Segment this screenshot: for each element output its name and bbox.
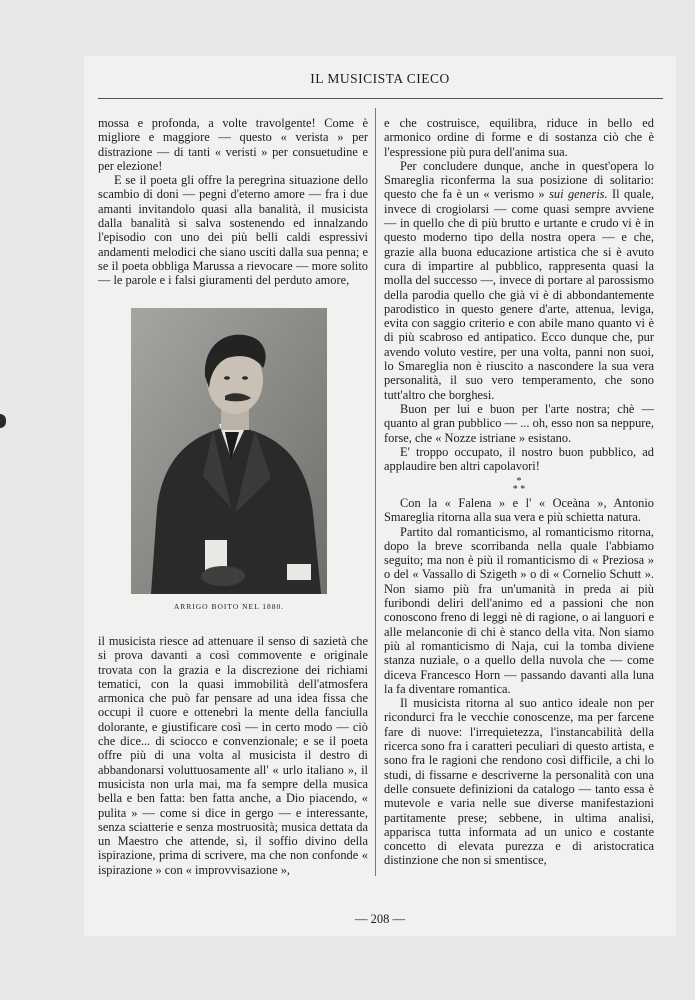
separator-bottom: * * (512, 484, 526, 495)
page-number: — 208 — (355, 912, 405, 926)
left-column-bottom (98, 634, 368, 877)
portrait-illustration (131, 308, 327, 594)
paragraph: Il musicista ritorna al suo antico ideale non per ricondurci fra le vecchie conoscenze, ma per farcene fare di nuove: l'irrequietezza, l'instancabilità della ricerca sono fra i caratteri peculiari di questo artista, e sono fra le ragioni che rendono così difficile, a chi lo studi, di fissarne e descriverne la personalità con una delle consuete definizioni da catalogo — tanto essa è mutevole e varia nelle sue diverse manifestazioni partitamente prese; sebbene, in ultima analisi, apparisca tutta informata ad un unico e costante concetto di elevata purezza e di aristocratica distinzione che non si smentisce, (384, 696, 654, 868)
paragraph: Partito dal romanticismo, al romanticismo ritorna, dopo la breve scorribanda nella quale l'abbiamo seguito; ma non è più il romanticismo di « Preziosa » o del « Vassallo di Szigeth » o di « Cornelio Schutt ». Non siamo più fra un'umanità in preda ai più furibondi deliri dell'animo ed a passioni che non conoscono freno di leggi nè di ragione, o ai languori e alle melanconie di chi è stanco della vita. Non siamo più al romanticismo di Naja, cui la tomba diviene stanza nuziale, o a quello della nuvola che — come diceva Francesco Horn — passando davanti alla luna la fa diventare romantica. (384, 524, 654, 696)
separator-top: * (516, 476, 522, 487)
paragraph-text: Il quale, invece di crogiolarsi — come quasi sempre avviene — in quello che di più brutto e urtante e crudo vi è in questo moderno tipo della nostra opera — e che, grazie alla buona educazione artistica che si è avuto cura di impartire al pubblico, rappresenta quasi la molla del successo —, invece di portare al parossismo della parodia quello che già vi è di abbondantemente parodistico in questo genere d'arte, attenua, leviga, evita con saggio criterio e con abile mano quanto vi è di più scabroso ed antipatico. Ecco dunque che, pur avendo voluto vestire, per una volta, panni non suoi, lo Smareglia non è riuscito a nascondere la sua vera personalità, il suo vero temperamento, che sono tutt'altro che borghesi. (384, 187, 654, 402)
left-column-top (98, 116, 368, 288)
paragraph: Buon per lui e buon per l'arte nostra; chè — quanto al gran pubblico — ... oh, esso non sa neppure, forse, che « Nozze istriane » esistano. (384, 401, 654, 445)
paragraph: Con la « Falena » e l' « Oceàna », Antonio Smareglia ritorna alla sua vera e più schietta natura. (384, 496, 654, 525)
column-divider (375, 108, 376, 876)
paragraph-text: Per concludere dunque, anche in quest'opera lo Smareglia riconferma la sua posizione di solitario: questo che fa è un « verismo » (384, 158, 654, 202)
paragraph: E se il poeta gli offre la peregrina situazione dello scambio di doni — pegni d'eterno amore — fra i due amanti invitandolo quasi alla banalità, il musicista dalla banalità si salva sostenendo ed innalzando l'episodio con uno dei più belli caldi espressivi andamenti melodici che siano usciti dalla sua penna; e se il poeta obbliga Marussa a rievocare — more solito — le parole e i falsi giuramenti del perduto amore, (98, 173, 368, 288)
paragraph: e che costruisce, equilibra, riduce in bello ed armonico ordine di forme e di sostanza ciò che è l'espressione più pura dell'anima sua. (384, 116, 654, 159)
italic-phrase: sui generis. (549, 187, 608, 202)
portrait-photo (131, 308, 327, 594)
right-column-top (384, 116, 654, 473)
photo-caption: ARRIGO BOITO NEL 1880. (173, 602, 285, 611)
right-column-bottom (384, 496, 654, 868)
paragraph: mossa e profonda, a volte travolgente! Come è migliore e maggiore — questo « verista » per distrazione — di tanti « veristi » per consuetudine e per elezione! (98, 116, 368, 173)
paragraph: il musicista riesce ad attenuare il senso di sazietà che si prova davanti a così commovente e originale trovata con la grazia e la discrezione dei richiami tematici, con la quasi immobilità dell'atmosfera armonica che può far pensare ad una idea fissa che occupi il cuore e ottenebri la mente della fanciulla dolorante, e giustificare così — in certo modo — ciò che dice... di sciocco e convenzionale; e se il poeta offre più di una volta al musicista il destro di abbandonarsi voluttuosamente all' « urlo italiano », il musicista non urla mai, ma fa sempre della musica bella e ben fatta: ben fatta anche, a Dio piacendo, « pulita » — come si dice in gergo — e interessante, senza sciatterie e senza mostruosità; musica dettata da un Maestro che attende, sì, il soffio divino della ispirazione, prima di scrivere, ma che non confonde « ispirazione » con « improvvisazione », (98, 634, 368, 877)
paragraph: E' troppo occupato, il nostro buon pubblico, ad applaudire ben altri capolavori! (384, 444, 654, 474)
section-separator (384, 478, 654, 494)
running-header: IL MUSICISTA CIECO (310, 71, 450, 86)
header-rule (98, 98, 663, 99)
paragraph (384, 159, 654, 402)
